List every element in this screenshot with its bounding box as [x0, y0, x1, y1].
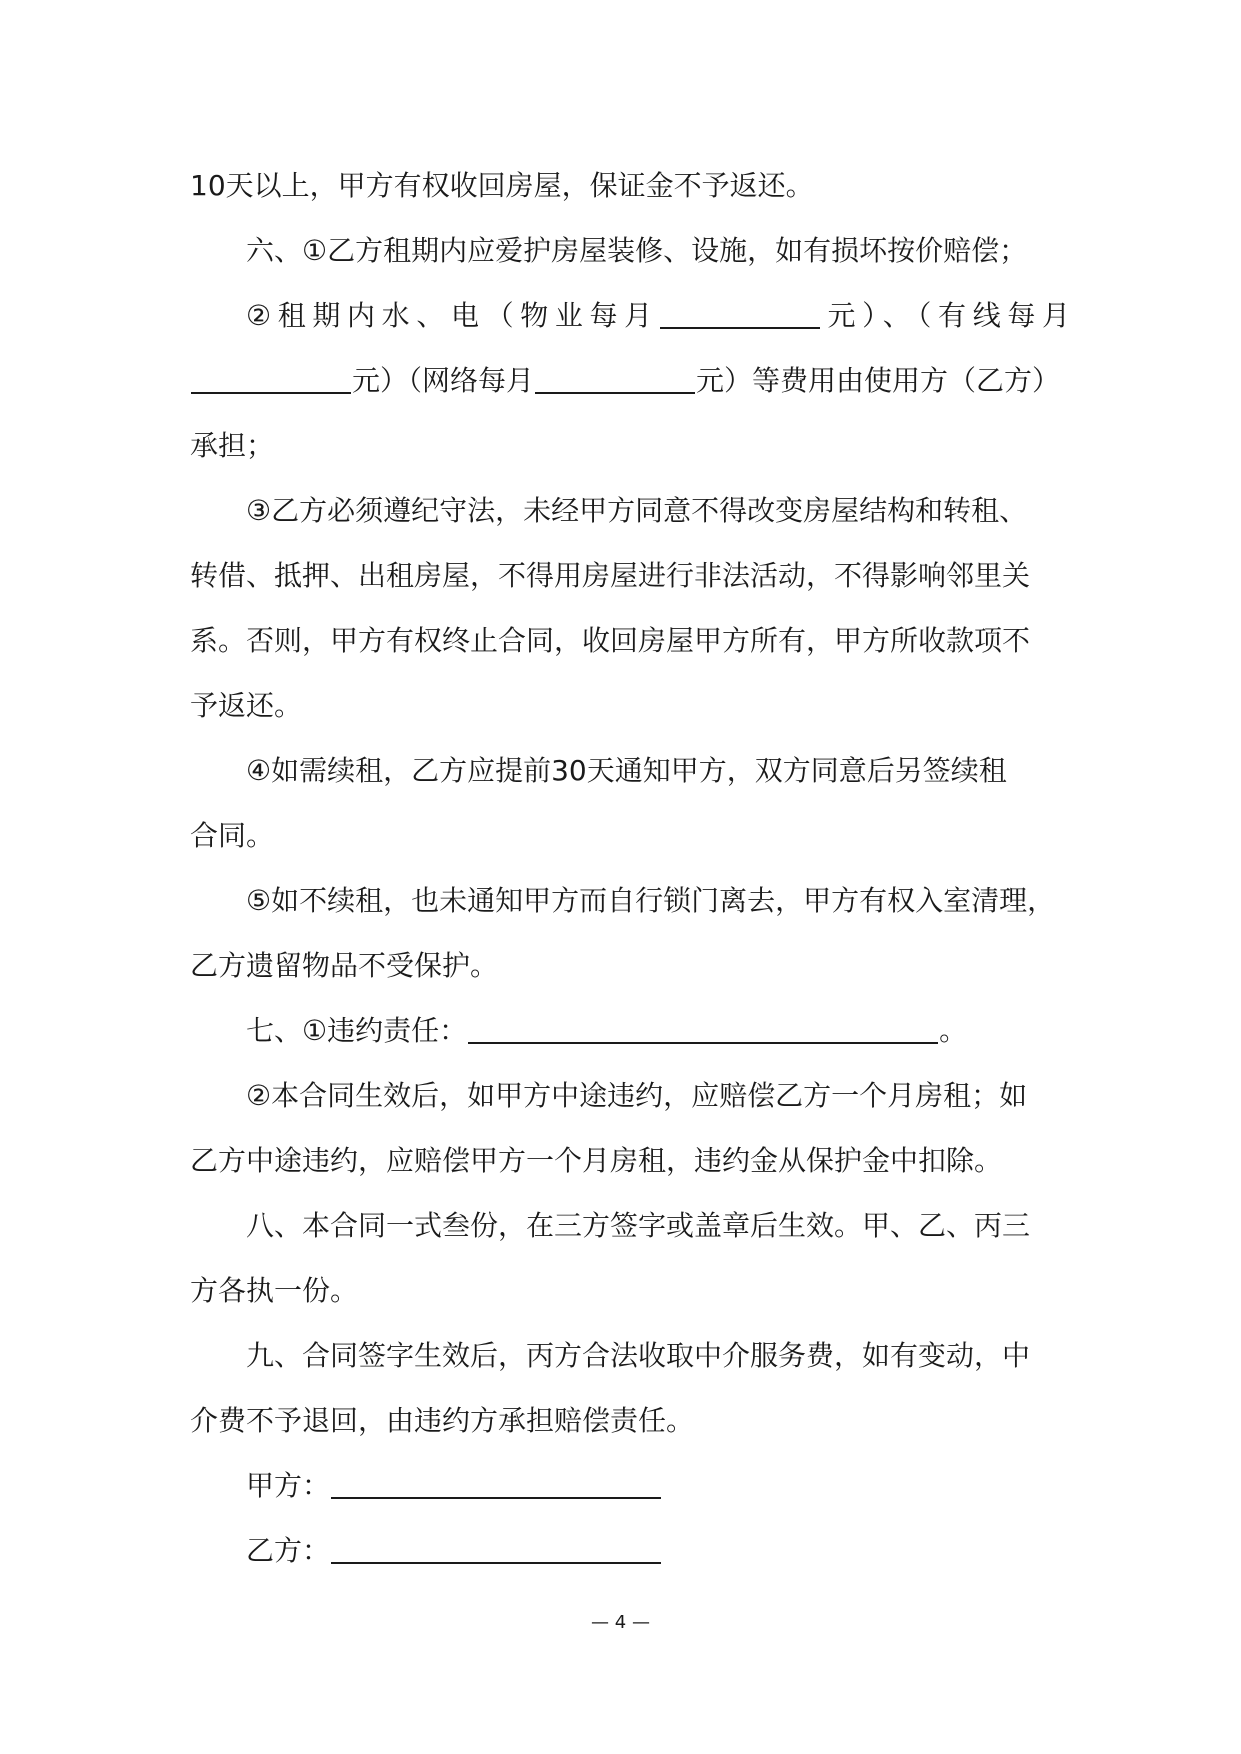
text-line: 乙方中途违约，应赔偿甲方一个月房租，违约金从保护金中扣除。 — [190, 1144, 1003, 1177]
text-segment: 元）、（有线每月 — [820, 299, 1070, 332]
breach-liability-blank[interactable] — [468, 1008, 938, 1044]
clause-7-item-1 — [190, 998, 1070, 1063]
party-a-label: 甲方： — [246, 1469, 331, 1502]
text-segment: 七、①违约责任： — [246, 1014, 468, 1047]
clause-6-item-4-line-1: ④如需续租，乙方应提前30天通知甲方，双方同意后另签续租 — [246, 754, 1007, 787]
party-b-signature-blank[interactable] — [331, 1528, 661, 1564]
text-segment: ②租期内水、电（物业每月 — [246, 299, 659, 332]
text-line: 乙方遗留物品不受保护。 — [190, 949, 499, 982]
party-a-signature-blank[interactable] — [331, 1463, 661, 1499]
fee-blank-property[interactable] — [660, 293, 820, 329]
clause-6-item-2-line-1 — [190, 283, 1070, 348]
page-number: — 4 — — [591, 1612, 650, 1633]
party-b-signature-line — [190, 1518, 1070, 1583]
text-line: 转借、抵押、出租房屋，不得用房屋进行非法活动，不得影响邻里关 — [190, 559, 1031, 592]
party-a-signature-line — [190, 1453, 1070, 1518]
fee-blank-cable[interactable] — [191, 358, 351, 394]
clause-7-item-2-line-1: ②本合同生效后，如甲方中途违约，应赔偿乙方一个月房租；如 — [246, 1079, 1028, 1112]
text-segment: 元）等费用由使用方（乙方） — [696, 364, 1061, 397]
clause-9-line-1: 九、合同签字生效后，丙方合法收取中介服务费，如有变动，中 — [246, 1339, 1031, 1372]
text-line: 系。否则，甲方有权终止合同，收回房屋甲方所有，甲方所收款项不 — [190, 624, 1031, 657]
contract-body — [190, 153, 1070, 1583]
text-segment: 。 — [939, 1014, 968, 1047]
clause-6-item-3-line-1: ③乙方必须遵纪守法，未经甲方同意不得改变房屋结构和转租、 — [246, 494, 1028, 527]
clause-6-item-1: 六、①乙方租期内应爱护房屋装修、设施，如有损坏按价赔偿； — [246, 234, 1028, 267]
text-line: 10天以上，甲方有权收回房屋，保证金不予返还。 — [190, 169, 814, 202]
party-b-label: 乙方： — [246, 1534, 331, 1567]
clause-6-item-5-line-1: ⑤如不续租，也未通知甲方而自行锁门离去，甲方有权入室清理， — [246, 884, 1056, 917]
text-line: 承担； — [190, 429, 275, 462]
text-line: 合同。 — [190, 819, 275, 852]
text-line: 方各执一份。 — [190, 1274, 359, 1307]
clause-6-item-2-line-2 — [190, 348, 1070, 413]
clause-8-line-1: 八、本合同一式叁份，在三方签字或盖章后生效。甲、乙、丙三 — [246, 1209, 1031, 1242]
text-line: 予返还。 — [190, 689, 303, 722]
fee-blank-network[interactable] — [535, 358, 695, 394]
text-segment: 元）（网络每月 — [352, 364, 535, 397]
text-line: 介费不予退回，由违约方承担赔偿责任。 — [190, 1404, 695, 1437]
